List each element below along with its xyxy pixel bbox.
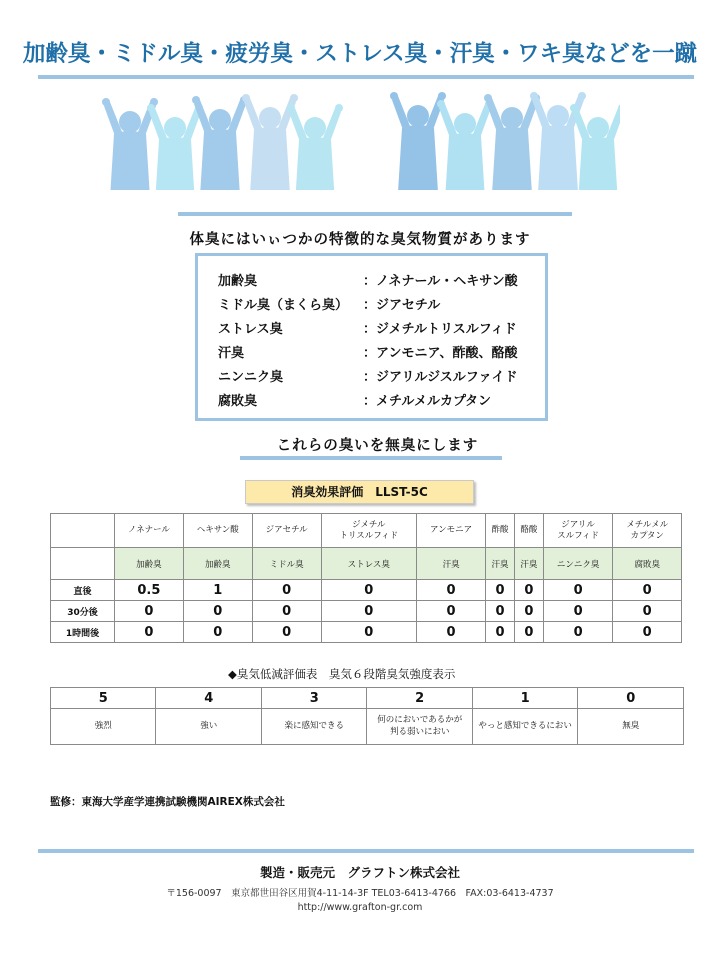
odor-name: ミドル臭（まくら臭） (218, 298, 349, 313)
odor-substance: ：ジアセチル (363, 298, 441, 313)
section-divider (240, 456, 502, 460)
table-header-row (51, 514, 682, 548)
headline: 加齢臭・ミドル臭・疲労臭・ストレス臭・汗臭・ワキ臭などを一蹴 (22, 41, 698, 67)
value-cell: 0 (613, 601, 682, 622)
category-cell: 汗臭 (514, 548, 543, 580)
top-divider (38, 75, 694, 79)
value-cell: 0 (486, 580, 515, 601)
odor-name: ニンニク臭 (218, 370, 284, 385)
company-website-link[interactable]: http://www.grafton-gr.com (297, 902, 423, 913)
table-row (51, 688, 684, 709)
column-header: 酪酸 (514, 514, 543, 548)
category-cell: 加齢臭 (115, 548, 184, 580)
deodorization-results-table (50, 513, 682, 643)
value-cell: 0 (543, 580, 613, 601)
list-item (218, 270, 545, 294)
odor-substance: ：メチルメルカプタン (363, 394, 492, 409)
list-item (218, 318, 545, 342)
column-header: ジメチル トリスルフィド (321, 514, 416, 548)
odor-substance: ：ジアリルジスルファイド (363, 370, 518, 385)
section-divider (178, 212, 572, 216)
category-cell: 腐敗臭 (613, 548, 682, 580)
deodorize-heading: これらの臭いを無臭にします (276, 438, 479, 454)
footer-divider (38, 849, 694, 853)
row-label: 直後 (51, 580, 115, 601)
table-corner-cell (51, 514, 115, 548)
table-row (51, 580, 682, 601)
value-cell: 0 (252, 580, 321, 601)
value-cell: 0 (417, 580, 486, 601)
odor-substance: ：アンモニア、酢酸、酪酸 (363, 346, 518, 361)
list-item (218, 294, 545, 318)
value-cell: 1 (183, 580, 252, 601)
value-cell: 0 (183, 622, 252, 643)
value-cell: 0 (543, 622, 613, 643)
column-header: ノネナール (115, 514, 184, 548)
value-cell: 0 (115, 601, 184, 622)
scale-level: 2 (367, 688, 472, 709)
company-name: 製造・販売元 グラフトン株式会社 (259, 865, 460, 880)
cheering-crowd-illustration (100, 86, 620, 190)
category-cell: ニンニク臭 (543, 548, 613, 580)
value-cell: 0 (514, 601, 543, 622)
table-corner-cell (51, 548, 115, 580)
odor-name: 加齢臭 (218, 274, 258, 289)
scale-level: 3 (261, 688, 366, 709)
column-header: ヘキサン酸 (183, 514, 252, 548)
supervision-credit: 監修：東海大学産学連携試験機関AIREX株式会社 (50, 796, 285, 808)
value-cell: 0 (613, 580, 682, 601)
scale-level: 1 (472, 688, 577, 709)
scale-level: 0 (578, 688, 684, 709)
value-cell: 0.5 (115, 580, 184, 601)
scale-level: 5 (51, 688, 156, 709)
list-item (218, 390, 545, 414)
value-cell: 0 (252, 622, 321, 643)
value-cell: 0 (486, 601, 515, 622)
value-cell: 0 (514, 580, 543, 601)
category-cell: 加齢臭 (183, 548, 252, 580)
value-cell: 0 (321, 622, 416, 643)
scale-description: 楽に感知できる (261, 709, 366, 745)
value-cell: 0 (417, 601, 486, 622)
scale-description: 無臭 (578, 709, 684, 745)
value-cell: 0 (486, 622, 515, 643)
value-cell: 0 (183, 601, 252, 622)
table-row (51, 709, 684, 745)
column-header: メチルメル カプタン (613, 514, 682, 548)
evaluation-title-badge: 消臭効果評価 LLST-5C (245, 480, 474, 504)
value-cell: 0 (321, 601, 416, 622)
value-cell: 0 (514, 622, 543, 643)
odor-name: 腐敗臭 (218, 394, 258, 409)
category-cell: ミドル臭 (252, 548, 321, 580)
value-cell: 0 (321, 580, 416, 601)
row-label: 1時間後 (51, 622, 115, 643)
scale-description: 何のにおいであるかが 判る弱いにおい (367, 709, 472, 745)
company-address: 〒156-0097 東京都世田谷区用賀4-11-14-3F TEL03-6413-4766 FAX:03-6413-4737 (166, 888, 554, 899)
list-item (218, 366, 545, 390)
value-cell: 0 (417, 622, 486, 643)
list-item (218, 342, 545, 366)
column-header: アンモニア (417, 514, 486, 548)
category-cell: 汗臭 (417, 548, 486, 580)
column-header: ジアリル スルフィド (543, 514, 613, 548)
value-cell: 0 (115, 622, 184, 643)
scale-description: 強い (156, 709, 261, 745)
scale-level: 4 (156, 688, 261, 709)
value-cell: 0 (543, 601, 613, 622)
table-category-row (51, 548, 682, 580)
odor-scale-title: ◆臭気低減評価表 臭気６段階臭気強度表示 (228, 667, 456, 681)
odor-substance-list (195, 253, 548, 421)
odor-section-heading: 体臭にはいぃつかの特徴的な臭気物質があります (189, 232, 531, 248)
value-cell: 0 (252, 601, 321, 622)
table-row (51, 622, 682, 643)
odor-substance: ：ノネナール・ヘキサン酸 (363, 274, 518, 289)
column-header: 酢酸 (486, 514, 515, 548)
column-header: ジアセチル (252, 514, 321, 548)
value-cell: 0 (613, 622, 682, 643)
table-row (51, 601, 682, 622)
category-cell: ストレス臭 (321, 548, 416, 580)
odor-name: 汗臭 (218, 346, 245, 361)
odor-name: ストレス臭 (218, 322, 283, 337)
scale-description: やっと感知できるにおい (472, 709, 577, 745)
category-cell: 汗臭 (486, 548, 515, 580)
scale-description: 強烈 (51, 709, 156, 745)
odor-intensity-scale-table (50, 687, 684, 745)
odor-substance: ：ジメチルトリスルフィド (363, 322, 517, 337)
row-label: 30分後 (51, 601, 115, 622)
